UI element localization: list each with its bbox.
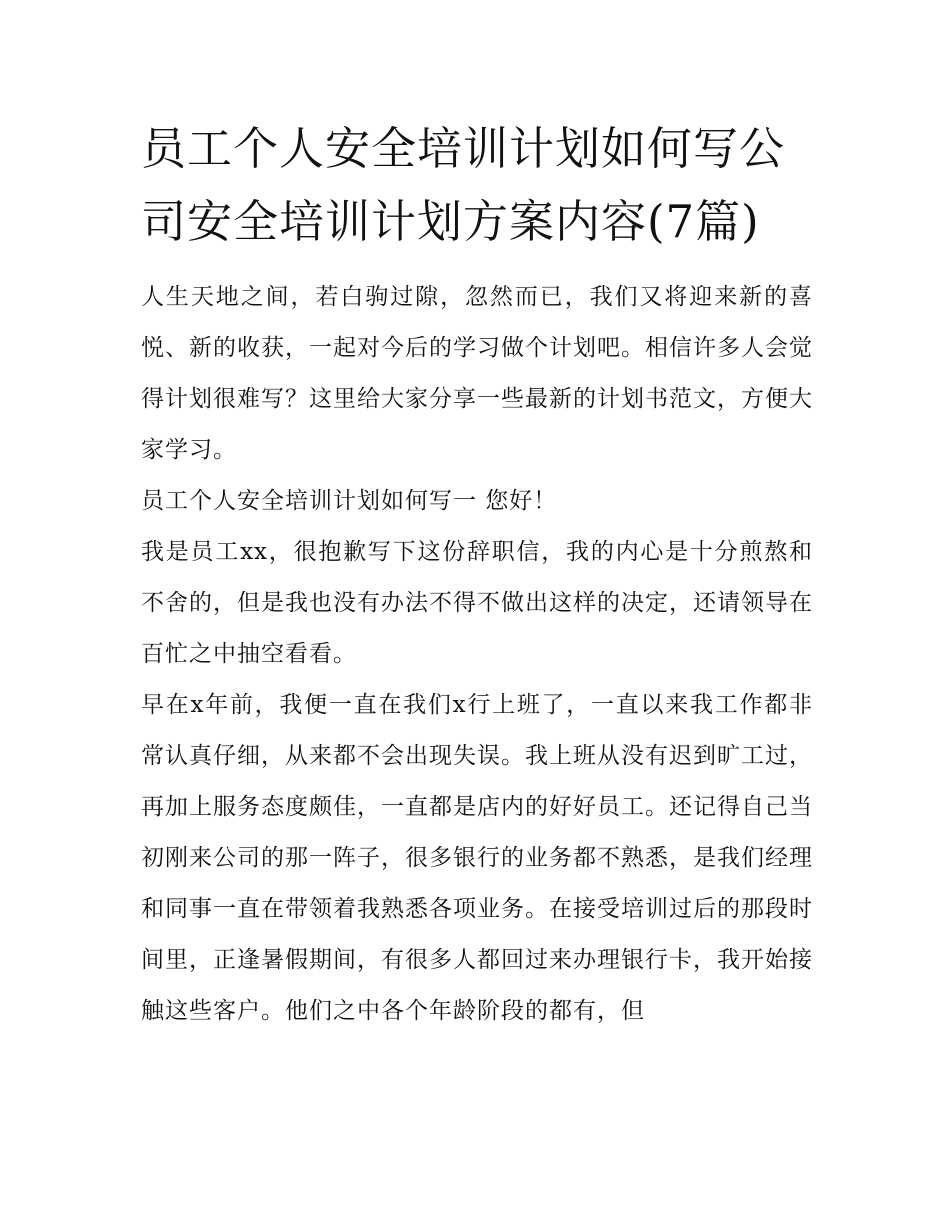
document-title: 员工个人安全培训计划如何写公司安全培训计划方案内容(7篇) [141, 122, 786, 248]
section-heading-greeting: 员工个人安全培训计划如何写一 您好！ [141, 488, 558, 514]
intro-paragraph: 人生天地之间，若白驹过隙，忽然而已，我们又将迎来新的喜悦、新的收获，一起对今后的学习做个计划吧。相信许多人会觉得计划很难写？这里给大家分享一些最新的计划书范文，方便大家学习。 [141, 284, 813, 463]
body-paragraph: 我是员工xx，很抱歉写下这份辞职信，我的内心是十分煎熬和不舍的，但是我也没有办法不得不做出这样的决定，还请领导在百忙之中抽空看看。 [141, 539, 813, 667]
document-page [141, 112, 813, 1037]
body-paragraph: 早在x年前，我便一直在我们x行上班了，一直以来我工作都非常认真仔细，从来都不会出现失误。我上班从没有迟到旷工过，再加上服务态度颇佳，一直都是店内的好好员工。还记得自己当初刚来公司的那一阵子，很多银行的业务都不熟悉，是我们经理和同事一直在带领着我熟悉各项业务。在接受培训过后的那段时间里，正逢暑假期间，有很多人都回过来办理银行卡，我开始接触这些客户。他们之中各个年龄阶段的都有，但 [141, 692, 813, 1024]
